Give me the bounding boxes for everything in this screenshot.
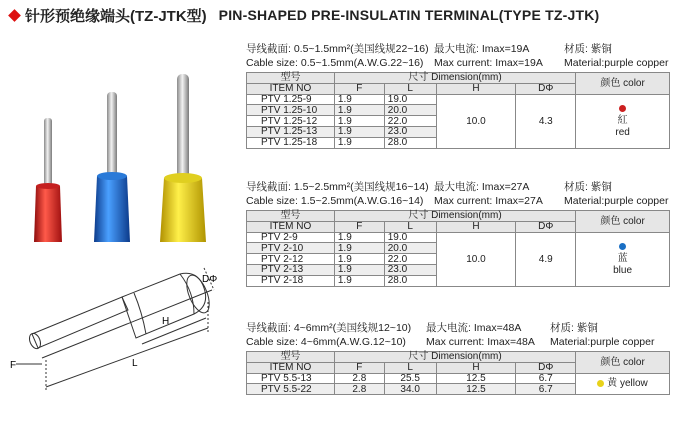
header-color: 颜色 color (576, 352, 670, 374)
max-current-en: Max current: Imax=48A (426, 336, 535, 348)
value-d: 4.3 (516, 94, 576, 148)
color-cell (576, 232, 670, 286)
material-en: Material:purple copper (550, 336, 655, 348)
color-cn-label: 紅 (617, 115, 628, 127)
spec-en-line (246, 194, 670, 208)
header-d: DΦ (516, 221, 576, 232)
header-h: H (436, 221, 516, 232)
header-h: H (436, 83, 516, 94)
dim-f-label: F (10, 360, 17, 371)
header-item-no: ITEM NO (247, 83, 335, 94)
red-dot-icon (619, 105, 626, 112)
spec-en-line (246, 56, 670, 70)
dim-d-label: DΦ (202, 274, 218, 285)
material-cn: 材质: 紫铜 (550, 322, 598, 334)
header-dimension: 尺寸 Dimension(mm) (334, 73, 575, 84)
spec-table-1 (246, 72, 670, 149)
table-row: PTV 2-18 1.9 28.0 (247, 275, 670, 286)
header-model-cn: 型号 (247, 352, 335, 363)
max-current-en: Max current: Imax=27A (434, 195, 543, 207)
dim-l-label: L (132, 358, 138, 369)
table-row: PTV 1.25-10 1.9 20.0 (247, 105, 670, 116)
table-row: PTV 1.25-13 1.9 23.0 (247, 126, 670, 137)
spec-cn-line (246, 180, 670, 194)
max-current-cn: 最大电流: Imax=19A (434, 43, 530, 55)
header-d: DΦ (516, 362, 576, 373)
cable-size-cn: 导线截面: 0.5~1.5mm²(美国线规22~16) (246, 43, 429, 55)
value-d: 4.9 (516, 232, 576, 286)
color-cell (576, 373, 670, 395)
header-l: L (384, 83, 436, 94)
value-h: 10.0 (436, 94, 516, 148)
technical-drawing (2, 262, 232, 422)
header-item-no: ITEM NO (247, 221, 335, 232)
page-title (6, 4, 599, 26)
color-cn-label: 蓝 (617, 253, 628, 265)
max-current-cn: 最大电流: Imax=48A (426, 322, 522, 334)
yellow-dot-icon (597, 380, 604, 387)
spec-cn-line (246, 321, 670, 335)
table-row: PTV 2-10 1.9 20.0 (247, 243, 670, 254)
cable-size-cn: 导线截面: 4~6mm²(美国线规12~10) (246, 322, 412, 334)
header-f: F (334, 83, 384, 94)
header-f: F (334, 221, 384, 232)
header-color: 颜色 color (576, 73, 670, 95)
header-d: DΦ (516, 83, 576, 94)
spec-en-line (246, 335, 670, 349)
value-h: 10.0 (436, 232, 516, 286)
max-current-cn: 最大电流: Imax=27A (434, 181, 530, 193)
table-row: PTV 1.25-18 1.9 28.0 (247, 137, 670, 148)
max-current-en: Max current: Imax=19A (434, 57, 543, 69)
cable-size-en: Cable size: 1.5~2.5mm(A.W.G.16~14) (246, 195, 424, 207)
dim-h-label: H (162, 316, 170, 327)
color-en-label: blue (613, 265, 633, 277)
spec-table-2 (246, 210, 670, 287)
title-english: PIN-SHAPED PRE-INSULATIN TERMINAL(TYPE TZ-JTK) (218, 7, 600, 23)
material-en: Material:purple copper (564, 57, 669, 69)
header-dimension: 尺寸 Dimension(mm) (334, 352, 575, 363)
product-photo (2, 52, 228, 244)
cable-size-en: Cable size: 0.5~1.5mm(A.W.G.22~16) (246, 57, 424, 69)
yellow-terminal-icon (160, 74, 206, 242)
color-label: 黄 yellow (607, 378, 648, 390)
table-row: PTV 2-9 1.9 19.0 10.0 4.9 蓝 blue (247, 232, 670, 243)
spec-section-2 (246, 180, 670, 287)
table-row: PTV 5.5-13 2.8 25.5 12.5 6.7 黄 yellow (247, 373, 670, 384)
header-item-no: ITEM NO (247, 362, 335, 373)
header-l: L (384, 362, 436, 373)
cable-size-cn: 导线截面: 1.5~2.5mm²(美国线规16~14) (246, 181, 429, 193)
spec-section-1 (246, 42, 670, 149)
blue-dot-icon (619, 243, 626, 250)
material-en: Material:purple copper (564, 195, 669, 207)
table-row: PTV 2-12 1.9 22.0 (247, 254, 670, 265)
red-terminal-icon (34, 118, 62, 242)
header-model-cn: 型号 (247, 211, 335, 222)
spec-cn-line (246, 42, 670, 56)
table-row: PTV 1.25-12 1.9 22.0 (247, 116, 670, 127)
material-cn: 材质: 紫铜 (564, 43, 612, 55)
header-model-cn: 型号 (247, 73, 335, 84)
color-cell (576, 94, 670, 148)
table-row: PTV 5.5-22 2.8 34.0 12.5 6.7 (247, 384, 670, 395)
color-en-label: red (615, 127, 630, 139)
header-f: F (334, 362, 384, 373)
red-diamond-icon (8, 9, 21, 22)
material-cn: 材质: 紫铜 (564, 181, 612, 193)
spec-table-3 (246, 351, 670, 395)
table-row: PTV 2-13 1.9 23.0 (247, 264, 670, 275)
header-color: 颜色 color (576, 211, 670, 233)
header-dimension: 尺寸 Dimension(mm) (334, 211, 575, 222)
header-h: H (436, 362, 516, 373)
cable-size-en: Cable size: 4~6mm(A.W.G.12~10) (246, 336, 406, 348)
header-l: L (384, 221, 436, 232)
blue-terminal-icon (94, 92, 130, 242)
spec-section-3 (246, 321, 670, 395)
title-chinese: 针形预绝缘端头(TZ-JTK型) (25, 7, 207, 25)
table-row: PTV 1.25-9 1.9 19.0 10.0 4.3 紅 red (247, 94, 670, 105)
